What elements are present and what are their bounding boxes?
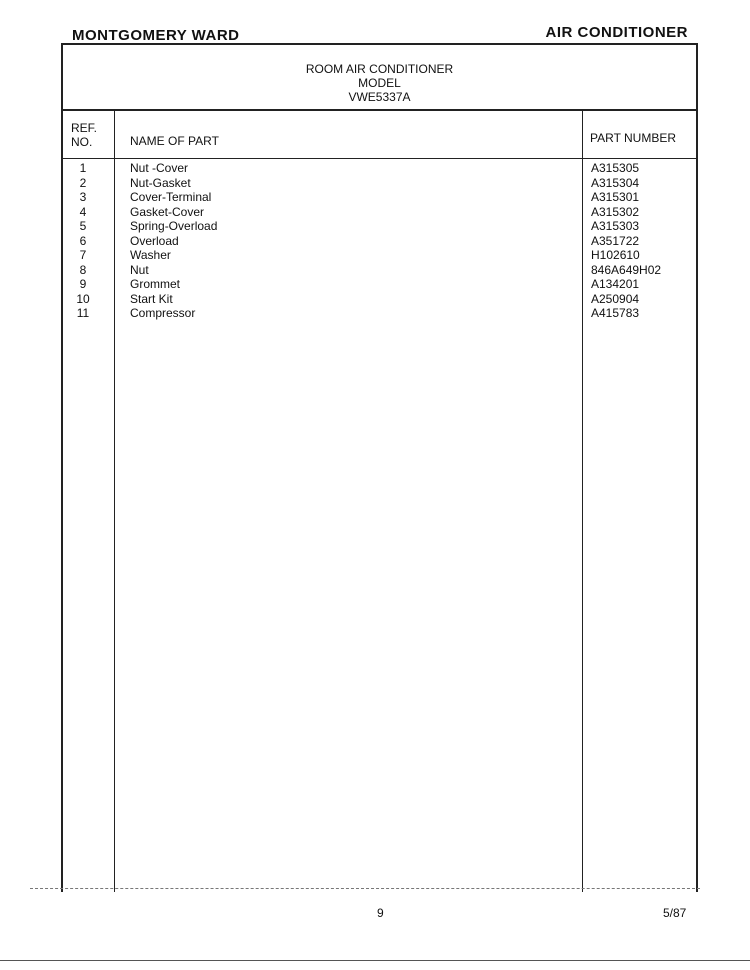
category-heading: AIR CONDITIONER	[545, 24, 688, 41]
table-row	[63, 306, 696, 321]
name-of-part-header: NAME OF PART	[115, 111, 582, 159]
table-row	[63, 292, 696, 307]
ref-cell: 6	[79, 233, 87, 248]
bottom-dashed-line	[30, 888, 700, 889]
part-name-cell: Nut	[130, 262, 149, 277]
part-name-cell: Overload	[130, 233, 179, 248]
part-name-cell: Cover-Terminal	[130, 190, 212, 204]
revision-date: 5/87	[663, 906, 687, 920]
page-number: 9	[377, 906, 384, 920]
table-row	[63, 263, 696, 278]
footer-rule	[0, 960, 750, 961]
part-number-cell: A315301	[591, 190, 640, 204]
part-number-cell: A134201	[591, 277, 640, 291]
part-name-cell: Washer	[130, 248, 171, 262]
ref-header-line2: NO.	[71, 135, 93, 149]
part-number-cell: A315304	[591, 175, 640, 190]
parts-rows	[63, 161, 696, 321]
table-row	[63, 234, 696, 249]
brand-heading: MONTGOMERY WARD	[72, 27, 240, 44]
part-name-cell: Nut -Cover	[130, 161, 189, 175]
ref-header-line1: REF.	[71, 121, 98, 135]
model-number: VWE5337A	[348, 90, 411, 104]
table-row	[63, 205, 696, 220]
part-number-cell: A250904	[591, 291, 640, 306]
part-name-cell: Compressor	[130, 306, 196, 320]
table-row	[63, 219, 696, 234]
ref-cell: 11	[76, 306, 90, 320]
part-name-cell: Spring-Overload	[130, 219, 218, 233]
part-name-cell: Gasket-Cover	[130, 204, 205, 219]
part-number-cell: A415783	[591, 306, 640, 320]
part-name-cell: Start Kit	[130, 291, 173, 306]
model-label: MODEL	[358, 76, 401, 90]
ref-cell: 7	[79, 248, 87, 262]
parts-table	[61, 43, 698, 892]
part-number-cell: A315303	[591, 219, 640, 233]
ref-cell: 9	[79, 277, 87, 291]
part-number-cell: 846A649H02	[591, 262, 662, 277]
part-number-header: PART NUMBER	[583, 111, 696, 159]
ref-cell: 10	[76, 291, 90, 306]
table-row	[63, 176, 696, 191]
ref-cell: 5	[79, 219, 87, 233]
title-block	[63, 45, 696, 111]
ref-cell: 8	[79, 262, 87, 277]
table-row	[63, 248, 696, 263]
table-row	[63, 190, 696, 205]
part-number-cell: A315305	[591, 161, 640, 175]
ref-cell: 3	[79, 190, 87, 204]
part-name-cell: Nut-Gasket	[130, 175, 191, 190]
part-name-cell: Grommet	[130, 277, 181, 291]
product-title: ROOM AIR CONDITIONER	[305, 62, 454, 76]
part-number-cell: A315302	[591, 204, 640, 219]
ref-cell: 1	[79, 161, 87, 175]
part-number-cell: H102610	[591, 248, 640, 262]
table-row	[63, 161, 696, 176]
part-number-cell: A351722	[591, 233, 640, 248]
ref-cell: 2	[79, 175, 87, 190]
ref-no-header	[63, 111, 114, 159]
table-row	[63, 277, 696, 292]
ref-cell: 4	[79, 204, 87, 219]
